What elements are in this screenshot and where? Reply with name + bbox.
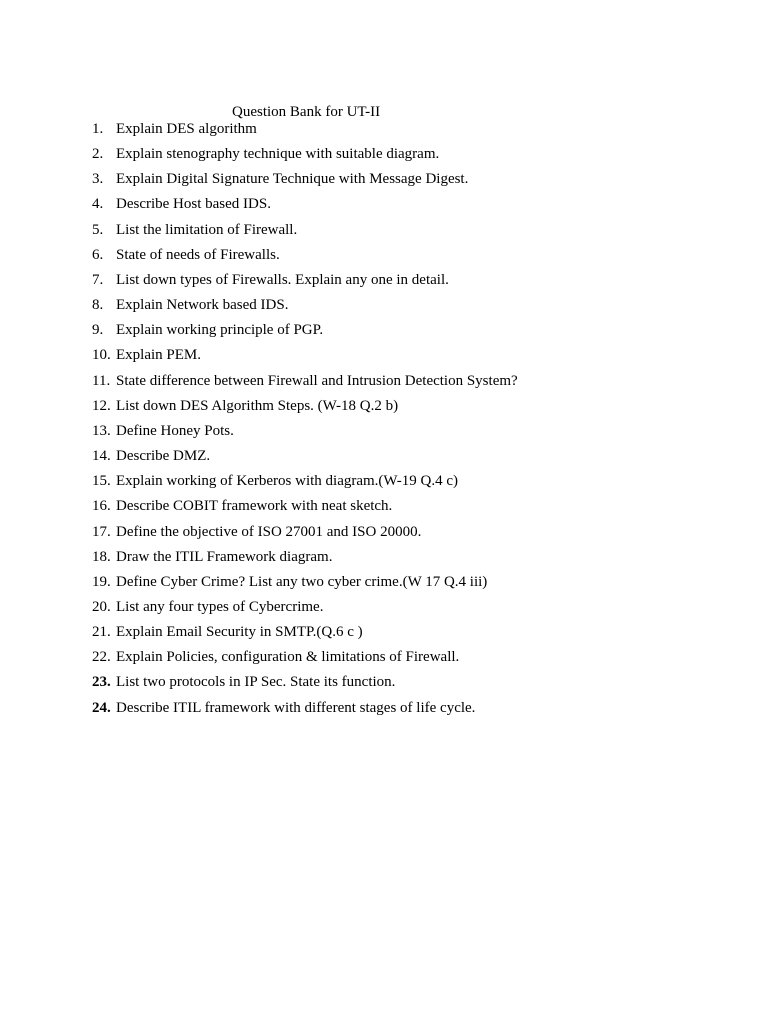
question-number: 14. [92,448,111,465]
question-text: List the limitation of Firewall. [116,221,298,238]
question-number: 2. [92,146,104,163]
question-number: 9. [92,322,104,339]
question-number: 17. [92,523,111,540]
question-number: 24. [92,699,111,716]
question-text: Explain stenography technique with suitable diagram. [116,146,440,163]
question-text: Draw the ITIL Framework diagram. [116,548,333,565]
question-number: 15. [92,473,111,490]
question-text: State of needs of Firewalls. [116,246,280,263]
question-number: 19. [92,573,111,590]
question-text: List two protocols in IP Sec. State its function. [116,674,396,691]
question-number: 23. [92,674,111,691]
question-text: List down types of Firewalls. Explain any one in detail. [116,271,449,288]
question-text: Explain PEM. [116,347,201,364]
question-number: 16. [92,498,111,515]
question-text: Explain working of Kerberos with diagram.(W-19 Q.4 c) [116,473,458,490]
question-number: 4. [92,196,104,213]
question-number: 20. [92,598,111,615]
question-number: 13. [92,422,111,439]
question-text: Explain Digital Signature Technique with Message Digest. [116,171,469,188]
question-text: List any four types of Cybercrime. [116,598,324,615]
question-number: 10. [92,347,111,364]
question-number: 6. [92,246,104,263]
question-text: Define Honey Pots. [116,422,234,439]
question-number: 5. [92,221,104,238]
question-text: State difference between Firewall and Intrusion Detection System? [116,372,518,389]
question-number: 7. [92,271,104,288]
question-text: Describe DMZ. [116,448,211,465]
question-number: 3. [92,171,104,188]
question-text: Explain Policies, configuration & limitations of Firewall. [116,649,460,666]
question-number: 8. [92,297,104,314]
question-number: 11. [92,372,111,389]
question-text: Define Cyber Crime? List any two cyber crime.(W 17 Q.4 iii) [116,573,488,590]
question-number: 22. [92,649,111,666]
question-text: Describe Host based IDS. [116,196,271,213]
question-text: Explain Email Security in SMTP.(Q.6 c ) [116,624,363,641]
question-number: 1. [92,121,104,137]
question-text: List down DES Algorithm Steps. (W-18 Q.2 b) [116,397,399,414]
question-number: 12. [92,397,111,414]
question-text: Explain working principle of PGP. [116,322,324,339]
question-text: Define the objective of ISO 27001 and ISO 20000. [116,523,422,540]
question-text: Explain DES algorithm [116,121,257,137]
question-text: Describe COBIT framework with neat sketch. [116,498,393,515]
question-text: Explain Network based IDS. [116,297,289,314]
question-text: Describe ITIL framework with different stages of life cycle. [116,699,476,716]
question-number: 18. [92,548,111,565]
question-number: 21. [92,624,111,641]
document-title: Question Bank for UT-II [232,104,381,120]
